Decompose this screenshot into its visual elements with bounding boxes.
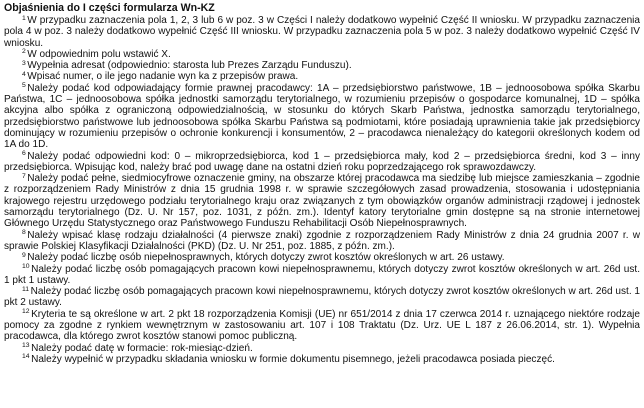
note-text: Należy podać pełne, siedmiocyfrowe oznaczenie gminy, na obszarze której pracodawca ma siedzibę lub miejsce zamieszkania – zgodnie z rozporządzeniem Rady Ministrów z dnia 15 grudnia 1998 r. w sprawie szczegółowych zasad prowadzenia, stosowania i udostępniania krajowego rejestru urzędowego podziału terytorialnego kraju oraz związanych z tym obowiązków organów administracji rządowej i jednostek samorządu terytorialnego (Dz. U. Nr 157, poz. 1031, z późn. zm.). Identyf katory terytorialne gmin dostępne są na stronie internetowej Głównego Urzędu Statystycznego oraz Państwowego Funduszu Rehabilitacji Osób Niepełnosprawnych.	[4, 173, 640, 230]
note-text: Należy wypełnić w przypadku składania wniosku w formie dokumentu pisemnego, jeżeli pracodawca posiada pieczęć.	[31, 353, 555, 365]
note-number: 10	[22, 263, 30, 271]
note-text: Należy podać liczbę osób pomagających pracown kowi niepełnosprawnemu, których dotyczy zwrot kosztów określonych w art. 26d ust. 1 pkt 1 ustawy.	[4, 263, 640, 286]
note-number: 7	[22, 172, 26, 180]
note-text: W przypadku zaznaczenia pola 1, 2, 3 lub 6 w poz. 3 w Części I należy dodatkowo wypełnić Część II wniosku. W przypadku zaznaczenia pola 4 w poz. 3 należy dodatkowo wypełnić Część III wniosku. W przypadku zaznaczenia pola 5 w poz. 3 należy dodatkowo wypełnić Część IV wniosku.	[4, 15, 640, 49]
note-text: Kryteria te są określone w art. 2 pkt 18 rozporządzenia Komisji (UE) nr 651/2014 z dnia 17 czerwca 2014 r. uznającego niektóre rodzaje pomocy za zgodne z rynkiem wewnętrznym w zastosowaniu art. 107 i 108 Traktatu (Dz. Urz. UE L 187 z 26.06.2014, str. 1). Wypełnia pracodawca, dla którego zwrot kosztów stanowi pomoc publiczną.	[4, 308, 640, 343]
note-text: Należy podać kod odpowiadający formie prawnej pracodawcy: 1A – przedsiębiorstwo państwowe, 1B – jednoosobowa spółka Skarbu Państwa, 1C – jednoosobowa spółka jednostki samorządu terytorialnego, w rozumieniu przepisów o gospodarce komunalnej, 1D – spółka akcyjna albo spółka z ograniczoną odpowiedzialnością, w stosunku do których Skarb Państwa, jednostka samorządu terytorialnego, przedsiębiorstwo państwowe lub jednoosobowa spółka Skarbu Państwa są podmiotami, które posiadają uprawnienia takie jak przedsiębiorcy dominujący w rozumieniu przepisów o ochronie konkurencji i konsumentów, 2 – pracodawca nienależący do kategorii określonych kodem od 1A do 1D.	[4, 82, 640, 151]
note-9	[4, 252, 640, 263]
note-number: 8	[22, 229, 26, 237]
note-12	[4, 309, 640, 343]
note-number: 5	[22, 82, 26, 90]
note-number: 2	[22, 48, 26, 56]
note-number: 3	[22, 59, 26, 67]
note-14	[4, 354, 640, 365]
note-5	[4, 83, 640, 151]
note-1	[4, 15, 640, 49]
explanations-page	[4, 2, 640, 365]
note-10	[4, 264, 640, 287]
note-13	[4, 343, 640, 354]
note-number: 11	[22, 285, 30, 293]
note-text: W odpowiednim polu wstawić X.	[27, 48, 171, 60]
note-6	[4, 151, 640, 174]
note-number: 12	[22, 308, 30, 316]
note-number: 6	[22, 150, 26, 158]
note-number: 4	[22, 70, 26, 78]
note-8	[4, 230, 640, 253]
note-text: Należy podać liczbę osób niepełnosprawnych, których dotyczy zwrot kosztów określonych w art. 26 ustawy.	[27, 252, 505, 264]
note-11	[4, 286, 640, 309]
note-number: 13	[22, 342, 30, 350]
note-2	[4, 49, 640, 60]
note-number: 1	[22, 14, 26, 22]
page-title: Objaśnienia do I części formularza Wn-KZ	[4, 2, 215, 14]
note-3	[4, 60, 640, 71]
note-7	[4, 173, 640, 229]
note-text: Wpisać numer, o ile jego nadanie wyn ka z przepisów prawa.	[27, 71, 299, 83]
note-number: 9	[22, 251, 26, 259]
note-text: Należy podać datę w formacie: rok-miesiąc-dzień.	[31, 342, 253, 354]
note-text: Należy podać odpowiedni kod: 0 – mikroprzedsiębiorca, kod 1 – przedsiębiorca mały, kod 2 – przedsiębiorca średni, kod 3 – inny przedsiębiorca. Wpisując kod, należy brać pod uwagę dane na ostatni dzień roku poprzedzającego rok sprawozdawczy.	[4, 150, 640, 173]
note-text: Wypełnia adresat (odpowiednio: starosta lub Prezes Zarządu Funduszu).	[27, 60, 352, 72]
note-text: Należy podać liczbę osób pomagających pracown kowi niepełnosprawnemu, których dotyczy zwrot kosztów określonych w art. 26d ust. 1 pkt 2 ustawy.	[4, 286, 640, 309]
note-text: Należy wpisać klasę rodzaju działalności (4 pierwsze znaki) zgodnie z rozporządzeniem Rady Ministrów z dnia 24 grudnia 2007 r. w sprawie Polskiej Klasyfikacji Działalności (PKD) (Dz. U. Nr 251, poz. 1885, z późn. zm.).	[4, 229, 640, 252]
note-number: 14	[22, 353, 30, 361]
note-4	[4, 71, 640, 82]
